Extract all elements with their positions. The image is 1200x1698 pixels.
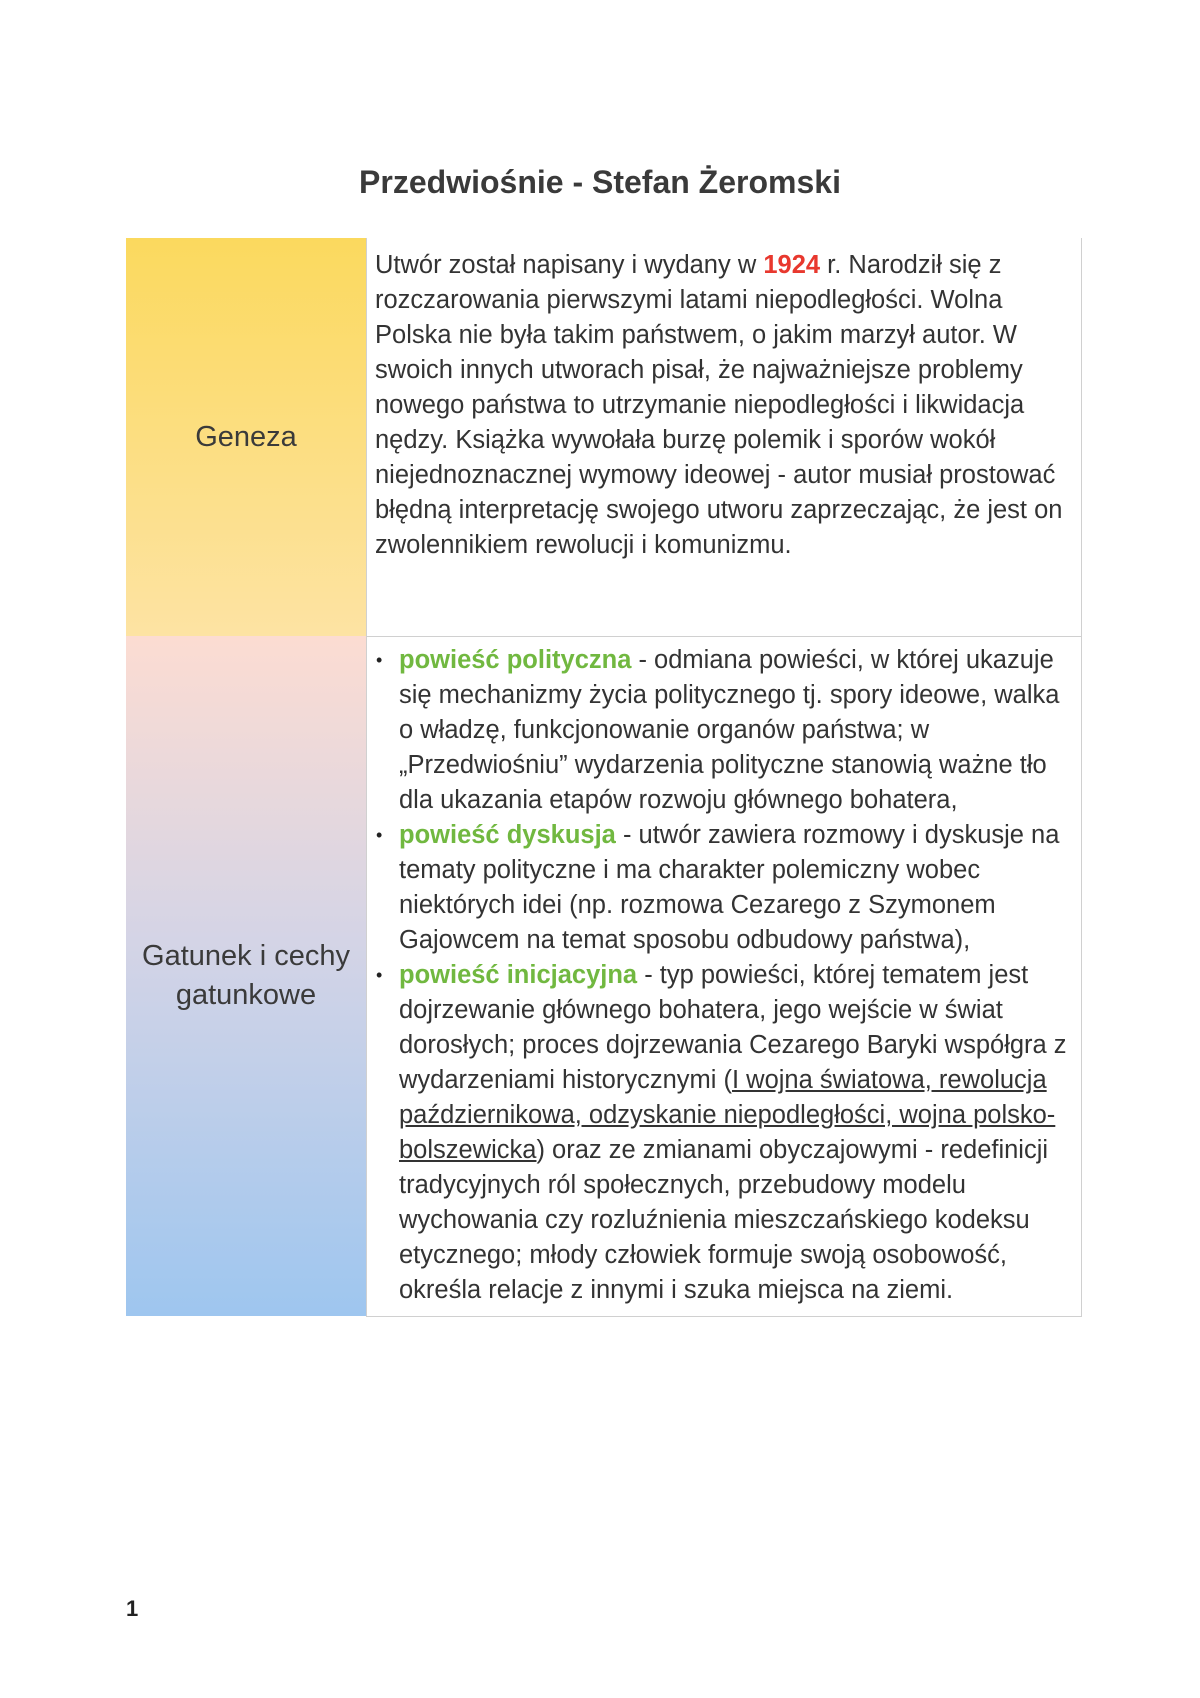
genre-description: - typ powieści, której tematem jest dojrzewanie głównego bohatera, jego wejście w świat dorosłych; proces dojrzewania Cezarego Baryki współgra z wydarzeniami historycznymi ( (399, 960, 1067, 1094)
row-content-gatunek (367, 636, 1082, 1316)
bullet-icon: • (376, 649, 383, 670)
bullet-icon: • (376, 964, 383, 985)
bullet-icon: • (376, 824, 383, 845)
list-item (375, 958, 1073, 1308)
geneza-text-start: Utwór został napisany i wydany w (375, 251, 764, 279)
list-item (375, 818, 1073, 958)
geneza-text-end: r. Narodził się z rozczarowania pierwszymi latami niepodległości. Wolna Polska nie była takim państwem, o jakim marzył autor. W swoich innych utworach pisał, że najważniejsze problemy nowego państwa to utrzymanie niepodległości i likwidacja nędzy. Książka wywołała burzę polemik i sporów wokół niejednoznacznej wymowy ideowej - autor musiał prostować błędną interpretację swojego utworu zaprzeczając, że jest on zwolennikiem rewolucji i komunizmu. (375, 251, 1063, 559)
row-content-geneza (367, 238, 1082, 636)
geneza-paragraph (367, 238, 1081, 569)
year-highlight: 1924 (763, 251, 821, 279)
genre-description: - odmiana powieści, w której ukazuje się mechanizmy życia politycznego tj. spory ideowe, walka o władzę, funkcjonowanie organów państwa; w „Przedwiośniu” wydarzenia polityczne stanowią ważne tło dla ukazania etapów rozwoju głównego bohatera, (399, 645, 1060, 814)
page-title: Przedwiośnie - Stefan Żeromski (359, 164, 841, 200)
row-label-geneza: Geneza (126, 238, 367, 636)
table-row-geneza (126, 238, 1082, 636)
page-number: 1 (126, 1596, 139, 1621)
genre-description-end: ) oraz ze zmianami obyczajowymi - redefinicji tradycyjnych ról społecznych, przebudowy modelu wychowania czy rozluźnienia mieszczańskiego kodeksu etycznego; młody człowiek formuje swoją osobowość, określa relacje z innymi i szuka miejsca na ziemi. (399, 1135, 1049, 1304)
historical-events-underlined: I wojna światowa, rewolucja październikowa, odzyskanie niepodległości, wojna polsko-bolszewicka (399, 1065, 1056, 1164)
genre-description: - utwór zawiera rozmowy i dyskusje na tematy polityczne i ma charakter polemiczny wobec niektórych idei (np. rozmowa Cezarego z Szymonem Gajowcem na temat sposobu odbudowy państwa), (399, 820, 1060, 954)
row-label-gatunek: Gatunek i cechy gatunkowe (126, 636, 367, 1316)
genre-term: powieść polityczna (399, 645, 632, 674)
table-row-gatunek (126, 636, 1082, 1316)
genre-term: powieść inicjacyjna (399, 960, 638, 989)
genre-list (375, 643, 1073, 1308)
content-table (126, 238, 1082, 1317)
genre-term: powieść dyskusja (399, 820, 616, 849)
list-item (375, 643, 1073, 818)
